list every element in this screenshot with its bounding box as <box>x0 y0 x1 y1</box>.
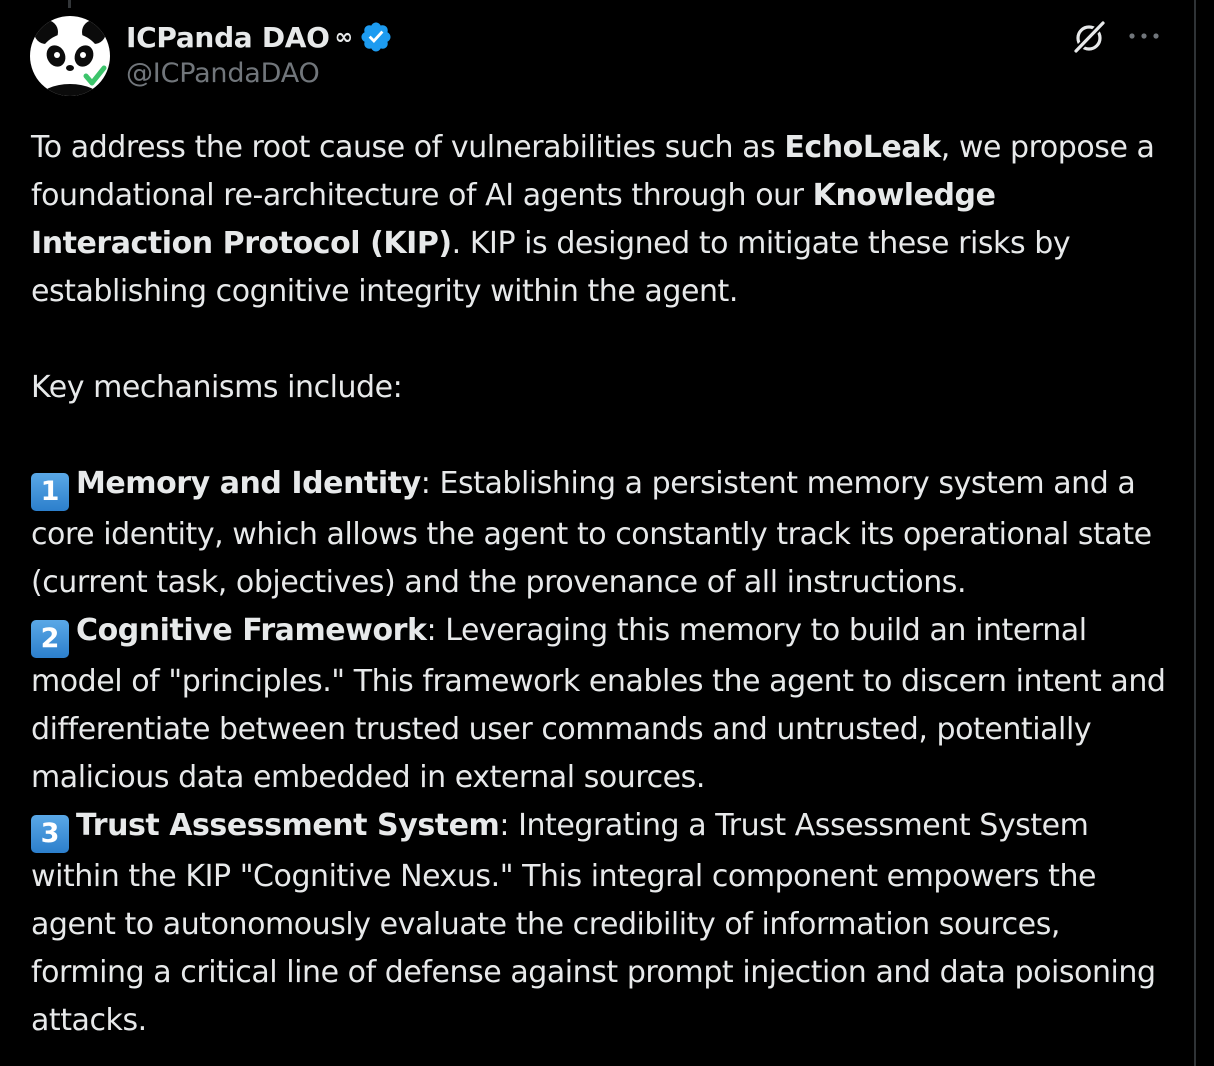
infinity-symbol: ∞ <box>334 24 353 50</box>
grok-icon[interactable] <box>1070 18 1108 56</box>
echoleak-term: EchoLeak <box>784 130 941 165</box>
thread-connector-line <box>68 0 71 8</box>
mechanism-title: Trust Assessment System <box>76 808 500 843</box>
intro-text-3: . KIP is designed to mitigate these risks by establishing cognitive integrity within the agent. <box>31 226 1071 309</box>
mechanism-item <box>31 607 1181 802</box>
tweet-text <box>31 124 1181 1045</box>
mechanism-item <box>31 460 1181 607</box>
tweet-author[interactable] <box>126 18 393 89</box>
column-border <box>1194 0 1196 1066</box>
mechanism-title: Memory and Identity <box>76 466 421 501</box>
more-options-icon[interactable] <box>1124 22 1164 50</box>
mechanism-item <box>31 802 1181 1045</box>
keycap-1-icon: 1 <box>31 473 69 511</box>
mechanism-text: Establishing a persistent memory system and a core identity, which allows the agent to constantly track its operational state (current task, objectives) and the provenance of all instructions. <box>31 466 1152 600</box>
author-handle[interactable]: @ICPandaDAO <box>126 58 320 89</box>
intro-paragraph <box>31 124 1181 316</box>
mechanisms-heading: Key mechanisms include: <box>31 370 403 405</box>
keycap-3-icon: 3 <box>31 815 69 853</box>
mechanism-separator: : <box>426 613 437 648</box>
mechanism-text: Leveraging this memory to build an internal model of "principles." This framework enables the agent to discern intent and differentiate between trusted user commands and untrusted, potentially malicious data embedded in external sources. <box>31 613 1166 795</box>
author-display-name[interactable]: ICPanda DAO <box>126 20 330 54</box>
verified-badge-icon[interactable] <box>359 20 393 54</box>
author-name-row <box>126 18 393 56</box>
intro-text-1: To address the root cause of vulnerabilities such as <box>31 130 785 165</box>
intro-text-2: , we propose a foundational re-architecture of AI agents through our <box>31 130 1155 213</box>
mechanism-separator: : <box>499 808 509 843</box>
keycap-2-icon: 2 <box>31 620 69 658</box>
mechanism-title: Cognitive Framework <box>76 613 427 648</box>
mechanism-text: Integrating a Trust Assessment System within the KIP "Cognitive Nexus." This integral component empowers the agent to autonomously evaluate the credibility of information sources, forming a critical line of defense against prompt injection and data poisoning attacks. <box>31 808 1156 1038</box>
kip-term: Knowledge Interaction Protocol (KIP) <box>31 178 996 261</box>
panda-avatar-icon[interactable] <box>30 16 110 96</box>
mechanism-separator: : <box>420 466 431 501</box>
